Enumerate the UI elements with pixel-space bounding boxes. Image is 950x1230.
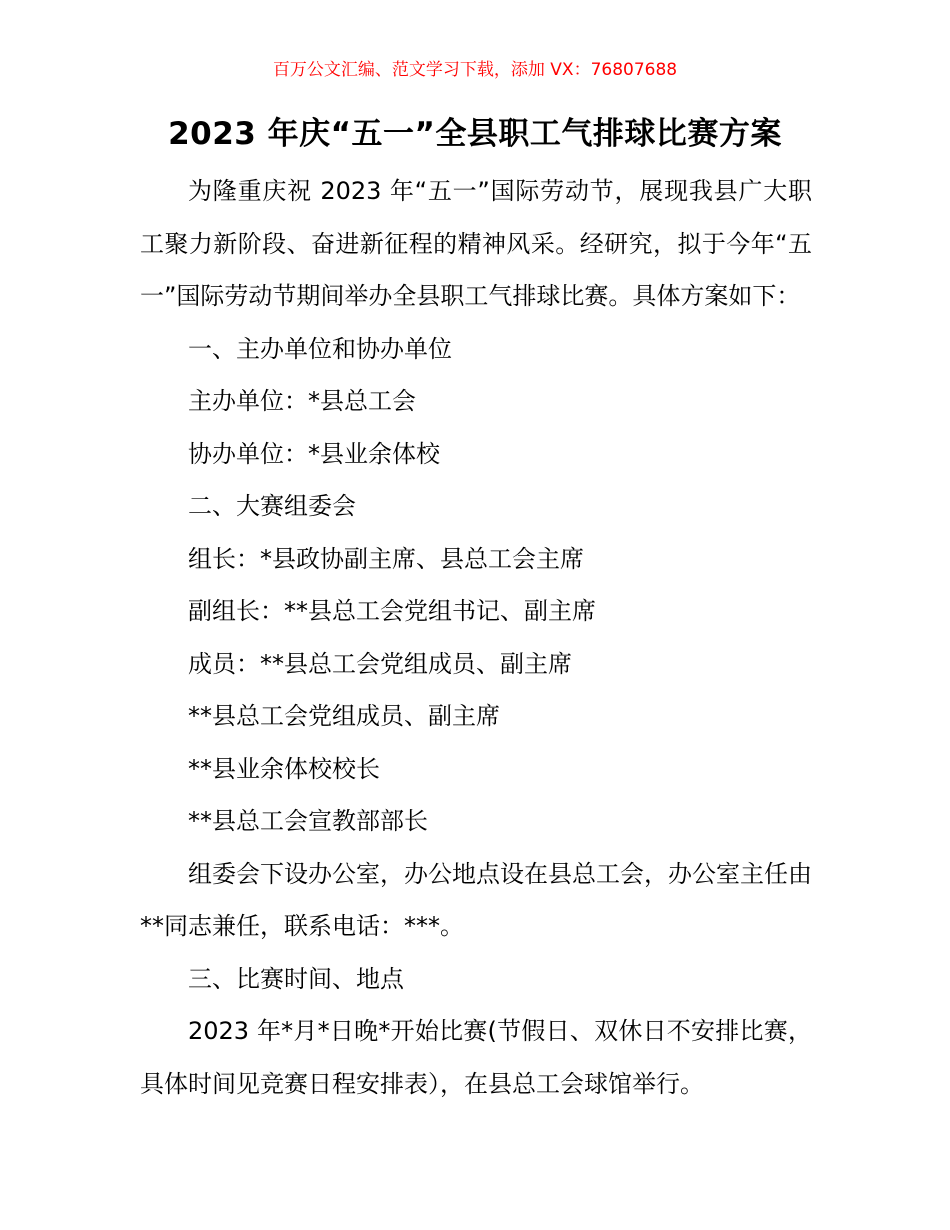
- paragraph-schedule: 2023 年*月*日晚*开始比赛(节假日、双休日不安排比赛，具体时间见竞赛日程安排表），在县总工会球馆举行。: [140, 1017, 812, 1098]
- header-note: 百万公文汇编、范文学习下载，添加 VX：76807688: [272, 60, 678, 80]
- paragraph-member-3: **县业余体校校长: [188, 754, 380, 783]
- paragraph-office: 组委会下设办公室，办公地点设在县总工会，办公室主任由**同志兼任，联系电话：***。: [140, 859, 812, 940]
- paragraph-deputy-leader: 副组长：**县总工会党组书记、副主席: [188, 597, 596, 625]
- section-heading-committee: 二、大赛组委会: [188, 492, 356, 520]
- paragraph-leader: 组长：*县政协副主席、县总工会主席: [188, 544, 584, 573]
- paragraph-intro: 为隆重庆祝 2023 年“五一”国际劳动节，展现我县广大职工聚力新阶段、奋进新征程的精神风采。经研究，拟于今年“五一”国际劳动节期间举办全县职工气排球比赛。具体方案如下：: [140, 177, 812, 310]
- document-title: 2023 年庆“五一”全县职工气排球比赛方案: [168, 116, 782, 152]
- document-body: [140, 165, 812, 1110]
- paragraph-host: 主办单位：*县总工会: [188, 387, 416, 415]
- section-heading-organizers: 一、主办单位和协办单位: [188, 334, 452, 363]
- section-heading-time-place: 三、比赛时间、地点: [188, 964, 404, 993]
- paragraph-co-host: 协办单位：*县业余体校: [188, 439, 440, 468]
- paragraph-member-4: **县总工会宣教部部长: [188, 807, 428, 835]
- paragraph-members: 成员：**县总工会党组成员、副主席: [188, 649, 572, 678]
- paragraph-member-2: **县总工会党组成员、副主席: [188, 702, 500, 730]
